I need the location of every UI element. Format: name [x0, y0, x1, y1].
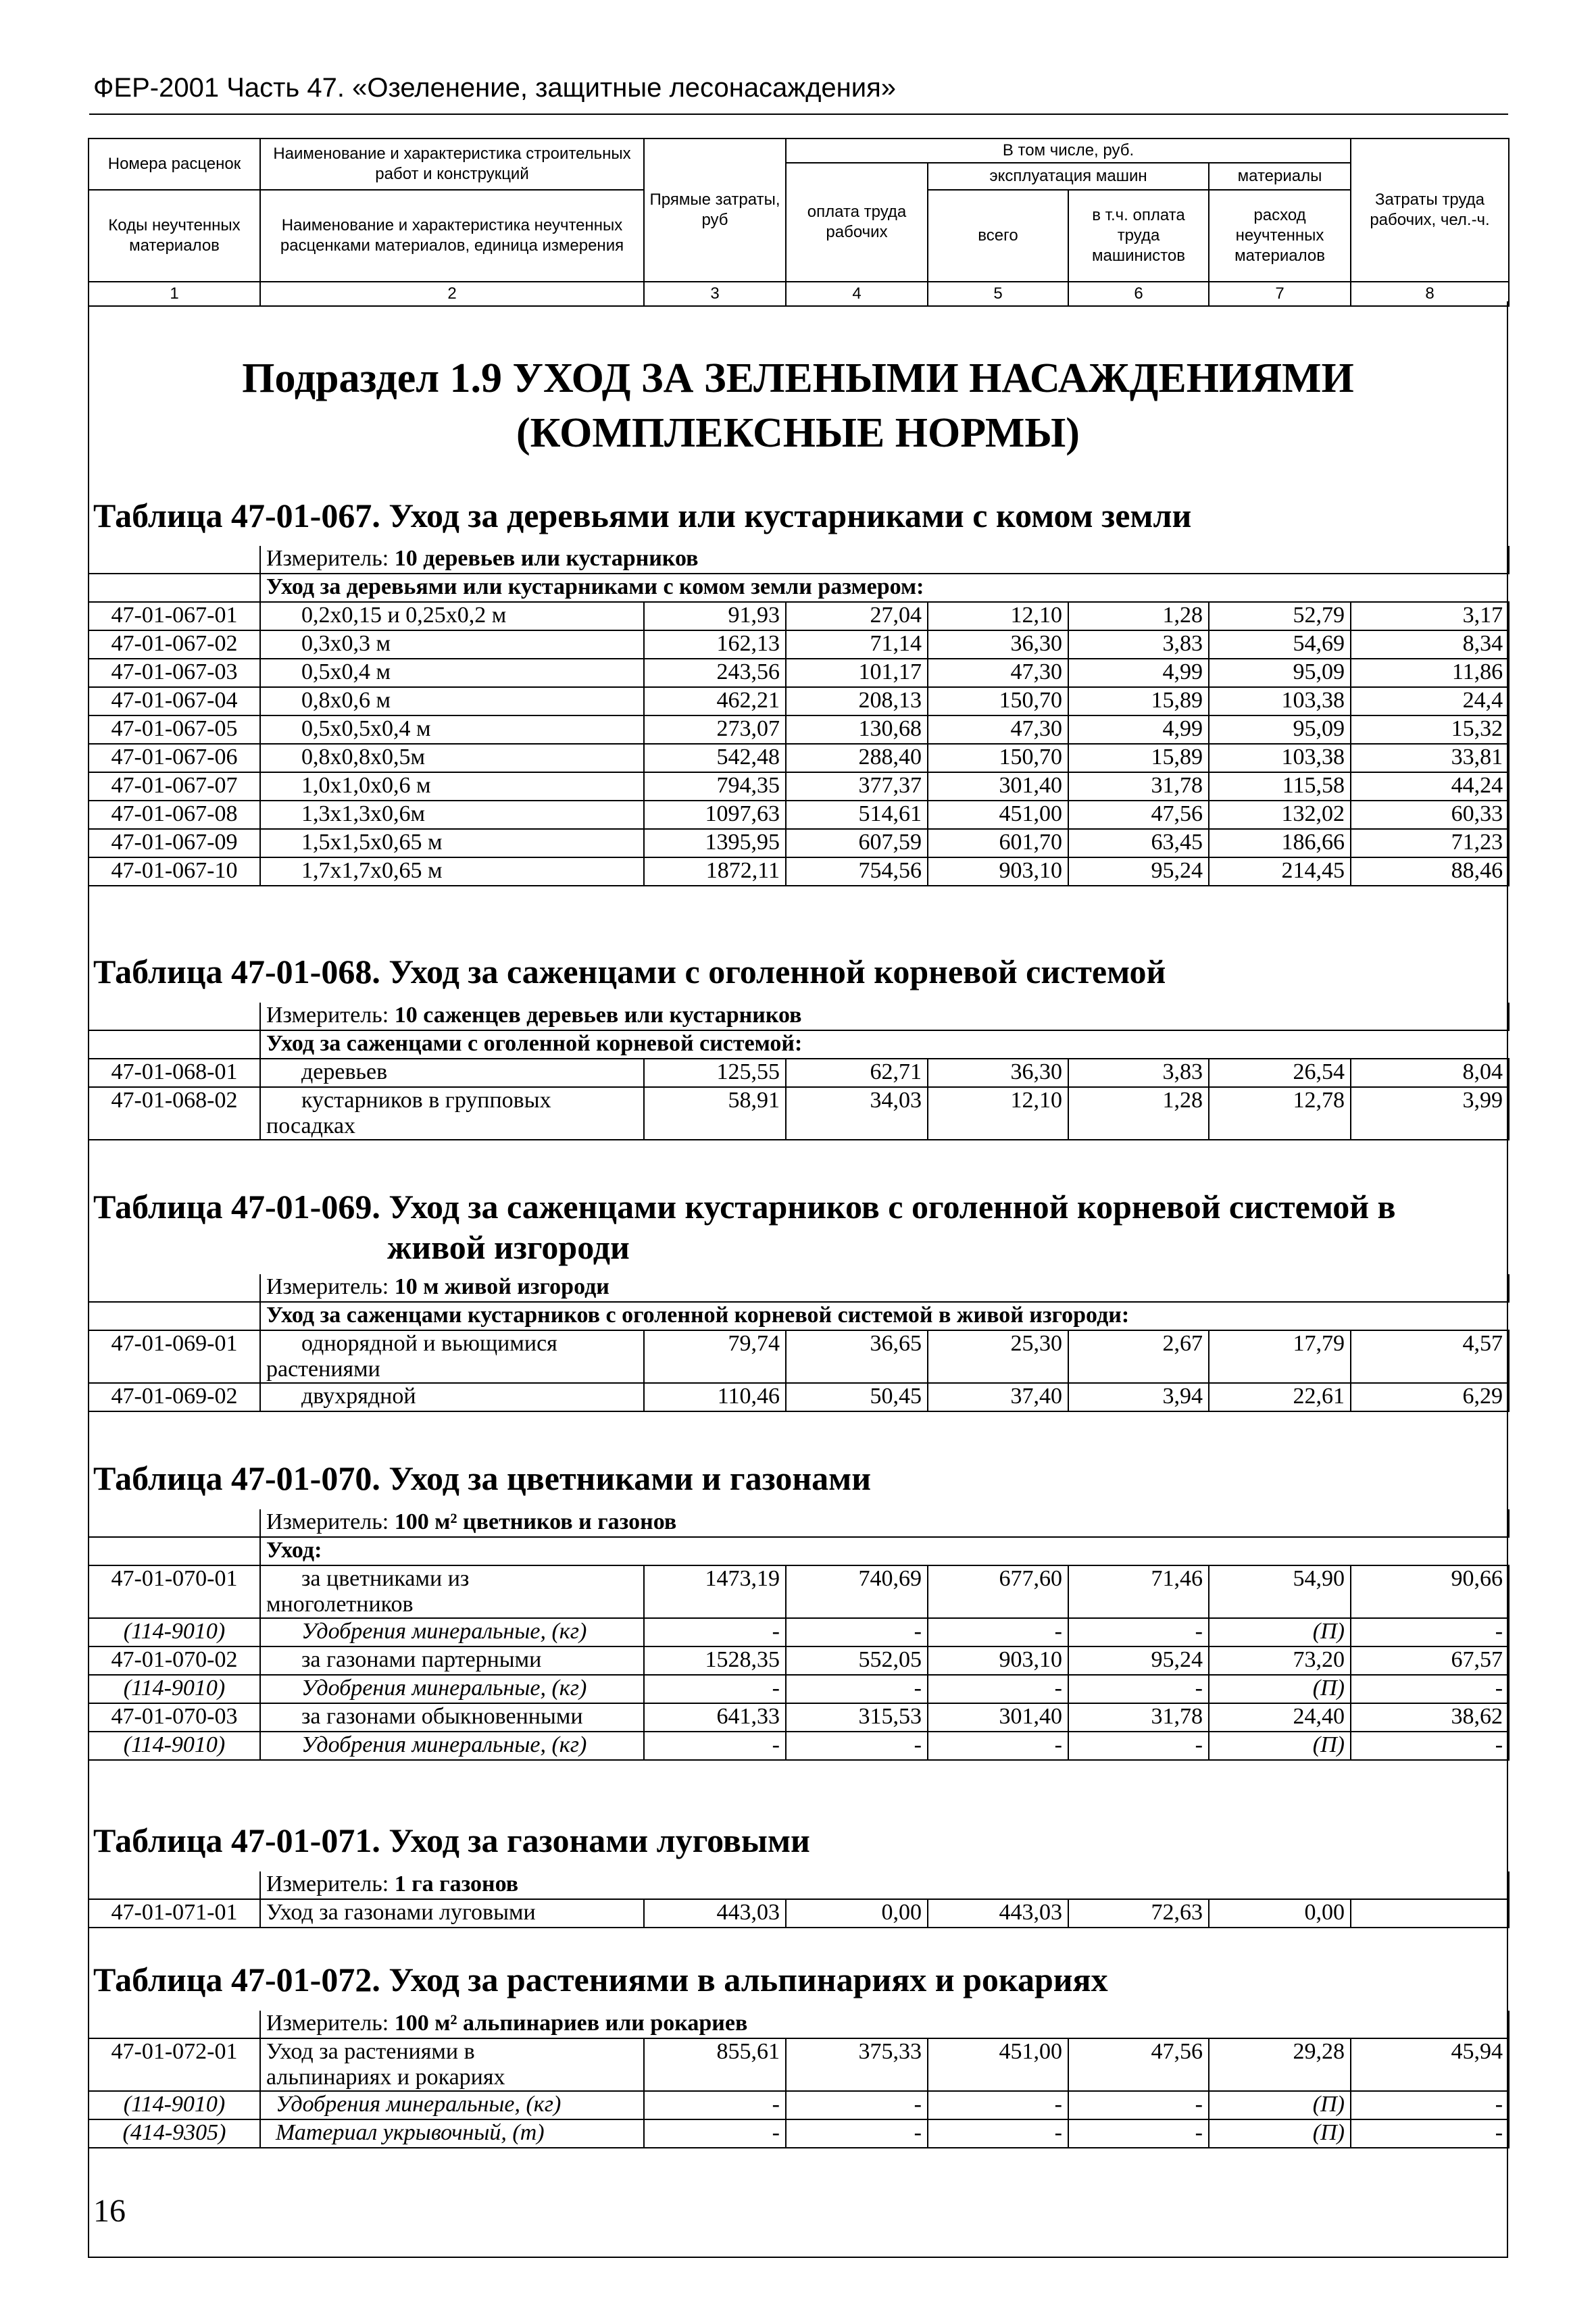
- rate-code: 47-01-068-02: [89, 1087, 260, 1140]
- labor-hours: -: [1351, 2119, 1509, 2148]
- direct-costs: 542,48: [644, 744, 786, 772]
- page-number: 16: [93, 2193, 126, 2229]
- rate-code: 47-01-069-01: [89, 1330, 260, 1383]
- labor-pay: 71,14: [786, 630, 928, 659]
- material-row: [89, 2091, 1509, 2119]
- materials: 214,45: [1209, 857, 1351, 886]
- driver-pay: 63,45: [1068, 829, 1209, 857]
- labor-pay: -: [786, 1675, 928, 1703]
- labor-hours: 38,62: [1351, 1703, 1509, 1732]
- rate-code: 47-01-069-02: [89, 1383, 260, 1411]
- work-name: 0,8x0,8x0,5м: [260, 744, 644, 772]
- direct-costs: 243,56: [644, 659, 786, 687]
- subsection-title: [88, 351, 1508, 460]
- labor-hours: -: [1351, 1618, 1509, 1646]
- table-070-measure: Измеритель: 100 м² цветников и газонов: [260, 1509, 1509, 1537]
- labor-hours: 60,33: [1351, 801, 1509, 829]
- direct-costs: 125,55: [644, 1059, 786, 1087]
- labor-hours: 8,04: [1351, 1059, 1509, 1087]
- table-row: [89, 801, 1509, 829]
- materials: (П): [1209, 1732, 1351, 1760]
- direct-costs: -: [644, 1675, 786, 1703]
- machines-total: 25,30: [928, 1330, 1068, 1383]
- rate-code: 47-01-067-09: [89, 829, 260, 857]
- material-name: Удобрения минеральные, (кг): [260, 2091, 644, 2119]
- driver-pay: 95,24: [1068, 857, 1209, 886]
- subsection-line-1: Подраздел 1.9 УХОД ЗА ЗЕЛЕНЫМИ НАСАЖДЕНИЯМИ: [242, 355, 1354, 401]
- machines-total: -: [928, 1618, 1068, 1646]
- driver-pay: 1,28: [1068, 1087, 1209, 1140]
- table-067-group-row: [89, 574, 1509, 602]
- table-row: [89, 1059, 1509, 1087]
- material-name: Удобрения минеральные, (кг): [260, 1618, 644, 1646]
- header-rule: [89, 114, 1508, 115]
- head-driver-pay: в т.ч. оплата труда машинистов: [1068, 190, 1209, 282]
- table-row: [89, 857, 1509, 886]
- material-row: [89, 1732, 1509, 1760]
- driver-pay: 15,89: [1068, 744, 1209, 772]
- materials: 54,90: [1209, 1565, 1351, 1618]
- labor-pay: 607,59: [786, 829, 928, 857]
- rate-code: 47-01-068-01: [89, 1059, 260, 1087]
- work-name: Уход за растениями в альпинариях и рокариях: [260, 2038, 644, 2091]
- rate-code: 47-01-070-02: [89, 1646, 260, 1675]
- labor-hours: [1351, 1899, 1509, 1928]
- direct-costs: 443,03: [644, 1899, 786, 1928]
- table-068-measure: Измеритель: 10 саженцев деревьев или кустарников: [260, 1003, 1509, 1030]
- table-067-measure: Измеритель: 10 деревьев или кустарников: [260, 546, 1509, 574]
- work-name: 1,3x1,3x0,6м: [260, 801, 644, 829]
- table-row: [89, 1330, 1509, 1383]
- rate-code: 47-01-067-05: [89, 715, 260, 744]
- direct-costs: -: [644, 1732, 786, 1760]
- head-materials: материалы: [1209, 163, 1351, 190]
- work-name: за газонами обыкновенными: [260, 1703, 644, 1732]
- machines-total: 47,30: [928, 715, 1068, 744]
- labor-hours: -: [1351, 2091, 1509, 2119]
- table-069-title: [93, 1186, 1499, 1267]
- machines-total: 12,10: [928, 602, 1068, 630]
- driver-pay: 47,56: [1068, 801, 1209, 829]
- labor-hours: -: [1351, 1675, 1509, 1703]
- machines-total: 903,10: [928, 857, 1068, 886]
- work-name: 0,3x0,3 м: [260, 630, 644, 659]
- direct-costs: -: [644, 1618, 786, 1646]
- direct-costs: 58,91: [644, 1087, 786, 1140]
- materials: 12,78: [1209, 1087, 1351, 1140]
- labor-hours: 3,99: [1351, 1087, 1509, 1140]
- rate-code: 47-01-067-10: [89, 857, 260, 886]
- material-name: Материал укрывочный, (т): [260, 2119, 644, 2148]
- work-name: 0,5x0,4 м: [260, 659, 644, 687]
- column-header-table: [88, 138, 1510, 307]
- work-name: двухрядной: [260, 1383, 644, 1411]
- driver-pay: -: [1068, 2091, 1209, 2119]
- labor-pay: 208,13: [786, 687, 928, 715]
- machines-total: 677,60: [928, 1565, 1068, 1618]
- table-067-body: [89, 602, 1509, 886]
- work-name: 0,2x0,15 и 0,25x0,2 м: [260, 602, 644, 630]
- material-row: [89, 1675, 1509, 1703]
- col-num-7: 7: [1209, 282, 1351, 306]
- work-name: 0,8x0,6 м: [260, 687, 644, 715]
- table-072: [88, 2011, 1510, 2148]
- work-name: за цветниками из многолетников: [260, 1565, 644, 1618]
- head-work-name: Наименование и характеристика строительных работ и конструкций: [260, 139, 644, 190]
- col-num-3: 3: [644, 282, 786, 306]
- driver-pay: 3,83: [1068, 1059, 1209, 1087]
- table-067: [88, 546, 1510, 886]
- machines-total: 37,40: [928, 1383, 1068, 1411]
- driver-pay: -: [1068, 1618, 1209, 1646]
- labor-hours: 24,4: [1351, 687, 1509, 715]
- machines-total: 301,40: [928, 772, 1068, 801]
- driver-pay: 4,99: [1068, 715, 1209, 744]
- materials: 95,09: [1209, 659, 1351, 687]
- material-code: (114-9010): [89, 1675, 260, 1703]
- materials: 73,20: [1209, 1646, 1351, 1675]
- col-num-2: 2: [260, 282, 644, 306]
- material-name: Удобрения минеральные, (кг): [260, 1732, 644, 1760]
- machines-total: 451,00: [928, 801, 1068, 829]
- table-070-group: Уход:: [260, 1537, 1509, 1565]
- machines-total: 150,70: [928, 744, 1068, 772]
- labor-hours: 3,17: [1351, 602, 1509, 630]
- machines-total: 443,03: [928, 1899, 1068, 1928]
- machines-total: 47,30: [928, 659, 1068, 687]
- direct-costs: 110,46: [644, 1383, 786, 1411]
- labor-pay: -: [786, 1618, 928, 1646]
- work-name: однорядной и вьющимися растениями: [260, 1330, 644, 1383]
- labor-hours: 11,86: [1351, 659, 1509, 687]
- labor-pay: 740,69: [786, 1565, 928, 1618]
- driver-pay: 3,83: [1068, 630, 1209, 659]
- table-067-measure-row: [89, 546, 1509, 574]
- machines-total: -: [928, 2091, 1068, 2119]
- table-069-measure: Измеритель: 10 м живой изгороди: [260, 1274, 1509, 1302]
- materials: 115,58: [1209, 772, 1351, 801]
- materials: 0,00: [1209, 1899, 1351, 1928]
- table-072-title: Таблица 47-01-072. Уход за растениями в альпинариях и рокариях: [93, 1961, 1108, 1998]
- material-code: (114-9010): [89, 2091, 260, 2119]
- labor-pay: 315,53: [786, 1703, 928, 1732]
- labor-pay: -: [786, 1732, 928, 1760]
- materials: 103,38: [1209, 687, 1351, 715]
- labor-hours: 15,32: [1351, 715, 1509, 744]
- material-code: (414-9305): [89, 2119, 260, 2148]
- machines-total: 903,10: [928, 1646, 1068, 1675]
- labor-hours: 90,66: [1351, 1565, 1509, 1618]
- labor-pay: 130,68: [786, 715, 928, 744]
- material-row: [89, 1618, 1509, 1646]
- table-068: [88, 1003, 1510, 1140]
- table-row: [89, 772, 1509, 801]
- labor-pay: 552,05: [786, 1646, 928, 1675]
- labor-hours: 88,46: [1351, 857, 1509, 886]
- direct-costs: 1473,19: [644, 1565, 786, 1618]
- machines-total: 12,10: [928, 1087, 1068, 1140]
- head-material-name: Наименование и характеристика неучтенных расценками материалов, единица измерения: [260, 190, 644, 282]
- head-machines-total: всего: [928, 190, 1068, 282]
- col-num-1: 1: [89, 282, 260, 306]
- material-code: (114-9010): [89, 1732, 260, 1760]
- table-row: [89, 602, 1509, 630]
- driver-pay: 2,67: [1068, 1330, 1209, 1383]
- rate-code: 47-01-072-01: [89, 2038, 260, 2091]
- labor-hours: 33,81: [1351, 744, 1509, 772]
- direct-costs: 273,07: [644, 715, 786, 744]
- driver-pay: 71,46: [1068, 1565, 1209, 1618]
- table-067-group: Уход за деревьями или кустарниками с комом земли размером:: [260, 574, 1509, 602]
- table-069-group: Уход за саженцами кустарников с оголенной корневой системой в живой изгороди:: [260, 1302, 1509, 1330]
- table-row: [89, 715, 1509, 744]
- labor-hours: -: [1351, 1732, 1509, 1760]
- materials: (П): [1209, 2119, 1351, 2148]
- labor-pay: 36,65: [786, 1330, 928, 1383]
- table-row: [89, 829, 1509, 857]
- labor-pay: 101,17: [786, 659, 928, 687]
- work-name: кустарников в групповых посадках: [260, 1087, 644, 1140]
- table-row: [89, 687, 1509, 715]
- labor-pay: 50,45: [786, 1383, 928, 1411]
- labor-pay: 0,00: [786, 1899, 928, 1928]
- driver-pay: -: [1068, 2119, 1209, 2148]
- table-068-title: Таблица 47-01-068. Уход за саженцами с оголенной корневой системой: [93, 953, 1166, 990]
- table-071-title: Таблица 47-01-071. Уход за газонами луговыми: [93, 1821, 810, 1859]
- work-name: Уход за газонами луговыми: [260, 1899, 644, 1928]
- table-069-title-line-2: живой изгороди: [387, 1228, 630, 1266]
- machines-total: 601,70: [928, 829, 1068, 857]
- labor-pay: -: [786, 2091, 928, 2119]
- driver-pay: 3,94: [1068, 1383, 1209, 1411]
- materials: 26,54: [1209, 1059, 1351, 1087]
- table-row: [89, 1087, 1509, 1140]
- rate-code: 47-01-067-04: [89, 687, 260, 715]
- labor-hours: 6,29: [1351, 1383, 1509, 1411]
- labor-hours: 67,57: [1351, 1646, 1509, 1675]
- materials: 52,79: [1209, 602, 1351, 630]
- table-069: [88, 1274, 1510, 1412]
- table-row: [89, 1646, 1509, 1675]
- driver-pay: -: [1068, 1732, 1209, 1760]
- rate-code: 47-01-070-01: [89, 1565, 260, 1618]
- rate-code: 47-01-070-03: [89, 1703, 260, 1732]
- work-name: 1,7x1,7x0,65 м: [260, 857, 644, 886]
- materials: 29,28: [1209, 2038, 1351, 2091]
- table-row: [89, 659, 1509, 687]
- material-row: [89, 2119, 1509, 2148]
- table-067-title: Таблица 47-01-067. Уход за деревьями или кустарниками с комом земли: [93, 497, 1192, 534]
- direct-costs: 1872,11: [644, 857, 786, 886]
- table-row: [89, 1565, 1509, 1618]
- labor-pay: 377,37: [786, 772, 928, 801]
- labor-pay: 754,56: [786, 857, 928, 886]
- work-name: деревьев: [260, 1059, 644, 1087]
- labor-hours: 71,23: [1351, 829, 1509, 857]
- materials: 132,02: [1209, 801, 1351, 829]
- driver-pay: 72,63: [1068, 1899, 1209, 1928]
- table-row: [89, 2038, 1509, 2091]
- machines-total: 36,30: [928, 630, 1068, 659]
- work-name: за газонами партерными: [260, 1646, 644, 1675]
- table-070: [88, 1509, 1510, 1761]
- machines-total: 451,00: [928, 2038, 1068, 2091]
- materials: 103,38: [1209, 744, 1351, 772]
- col-num-6: 6: [1068, 282, 1209, 306]
- head-labor-pay: оплата труда рабочих: [786, 163, 928, 282]
- driver-pay: -: [1068, 1675, 1209, 1703]
- table-row: [89, 630, 1509, 659]
- machines-total: 36,30: [928, 1059, 1068, 1087]
- direct-costs: 641,33: [644, 1703, 786, 1732]
- direct-costs: 794,35: [644, 772, 786, 801]
- materials: 24,40: [1209, 1703, 1351, 1732]
- table-row: [89, 1703, 1509, 1732]
- direct-costs: 1528,35: [644, 1646, 786, 1675]
- direct-costs: 162,13: [644, 630, 786, 659]
- driver-pay: 47,56: [1068, 2038, 1209, 2091]
- head-rate-numbers: Номера расценок: [89, 139, 260, 190]
- running-header: ФЕР-2001 Часть 47. «Озеленение, защитные лесонасаждения»: [93, 73, 896, 103]
- materials: (П): [1209, 1618, 1351, 1646]
- rate-code: 47-01-067-01: [89, 602, 260, 630]
- labor-pay: -: [786, 2119, 928, 2148]
- material-name: Удобрения минеральные, (кг): [260, 1675, 644, 1703]
- direct-costs: -: [644, 2119, 786, 2148]
- labor-pay: 34,03: [786, 1087, 928, 1140]
- head-labor-costs: Затраты труда рабочих, чел.-ч.: [1351, 139, 1509, 282]
- work-name: 0,5x0,5x0,4 м: [260, 715, 644, 744]
- head-material-consumption: расход неучтенных материалов: [1209, 190, 1351, 282]
- direct-costs: 462,21: [644, 687, 786, 715]
- driver-pay: 4,99: [1068, 659, 1209, 687]
- labor-hours: 8,34: [1351, 630, 1509, 659]
- head-material-codes: Коды неучтенных материалов: [89, 190, 260, 282]
- head-direct-costs: Прямые затраты, руб: [644, 139, 786, 282]
- col-num-8: 8: [1351, 282, 1509, 306]
- rate-code: 47-01-067-03: [89, 659, 260, 687]
- labor-hours: 44,24: [1351, 772, 1509, 801]
- work-name: 1,0x1,0x0,6 м: [260, 772, 644, 801]
- materials: 22,61: [1209, 1383, 1351, 1411]
- labor-hours: 4,57: [1351, 1330, 1509, 1383]
- materials: (П): [1209, 1675, 1351, 1703]
- labor-pay: 27,04: [786, 602, 928, 630]
- driver-pay: 95,24: [1068, 1646, 1209, 1675]
- table-row: [89, 744, 1509, 772]
- table-072-measure: Измеритель: 100 м² альпинариев или рокариев: [260, 2011, 1509, 2038]
- direct-costs: 1395,95: [644, 829, 786, 857]
- machines-total: -: [928, 2119, 1068, 2148]
- table-071: [88, 1871, 1510, 1928]
- work-name: 1,5x1,5x0,65 м: [260, 829, 644, 857]
- table-071-measure: Измеритель: 1 га газонов: [260, 1871, 1509, 1899]
- subsection-line-2: (КОМПЛЕКСНЫЕ НОРМЫ): [516, 409, 1080, 456]
- table-row: [89, 1383, 1509, 1411]
- direct-costs: 79,74: [644, 1330, 786, 1383]
- materials: 186,66: [1209, 829, 1351, 857]
- materials: 54,69: [1209, 630, 1351, 659]
- driver-pay: 1,28: [1068, 602, 1209, 630]
- labor-pay: 375,33: [786, 2038, 928, 2091]
- material-code: (114-9010): [89, 1618, 260, 1646]
- rate-code: 47-01-067-02: [89, 630, 260, 659]
- labor-pay: 514,61: [786, 801, 928, 829]
- direct-costs: 1097,63: [644, 801, 786, 829]
- materials: 95,09: [1209, 715, 1351, 744]
- machines-total: -: [928, 1732, 1068, 1760]
- col-num-4: 4: [786, 282, 928, 306]
- machines-total: -: [928, 1675, 1068, 1703]
- labor-pay: 288,40: [786, 744, 928, 772]
- rate-code: 47-01-067-08: [89, 801, 260, 829]
- table-070-title: Таблица 47-01-070. Уход за цветниками и газонами: [93, 1459, 872, 1497]
- head-machines: эксплуатация машин: [928, 163, 1209, 190]
- direct-costs: 91,93: [644, 602, 786, 630]
- machines-total: 150,70: [928, 687, 1068, 715]
- driver-pay: 31,78: [1068, 1703, 1209, 1732]
- table-069-title-line-1: Таблица 47-01-069. Уход за саженцами кустарников с оголенной корневой системой в: [93, 1188, 1396, 1226]
- rate-code: 47-01-071-01: [89, 1899, 260, 1928]
- table-row: [89, 1899, 1509, 1928]
- table-068-group: Уход за саженцами с оголенной корневой системой:: [260, 1030, 1509, 1059]
- head-including: В том числе, руб.: [786, 139, 1351, 163]
- materials: 17,79: [1209, 1330, 1351, 1383]
- rate-code: 47-01-067-06: [89, 744, 260, 772]
- labor-hours: 45,94: [1351, 2038, 1509, 2091]
- col-num-5: 5: [928, 282, 1068, 306]
- driver-pay: 15,89: [1068, 687, 1209, 715]
- direct-costs: 855,61: [644, 2038, 786, 2091]
- rate-code: 47-01-067-07: [89, 772, 260, 801]
- materials: (П): [1209, 2091, 1351, 2119]
- labor-pay: 62,71: [786, 1059, 928, 1087]
- direct-costs: -: [644, 2091, 786, 2119]
- driver-pay: 31,78: [1068, 772, 1209, 801]
- machines-total: 301,40: [928, 1703, 1068, 1732]
